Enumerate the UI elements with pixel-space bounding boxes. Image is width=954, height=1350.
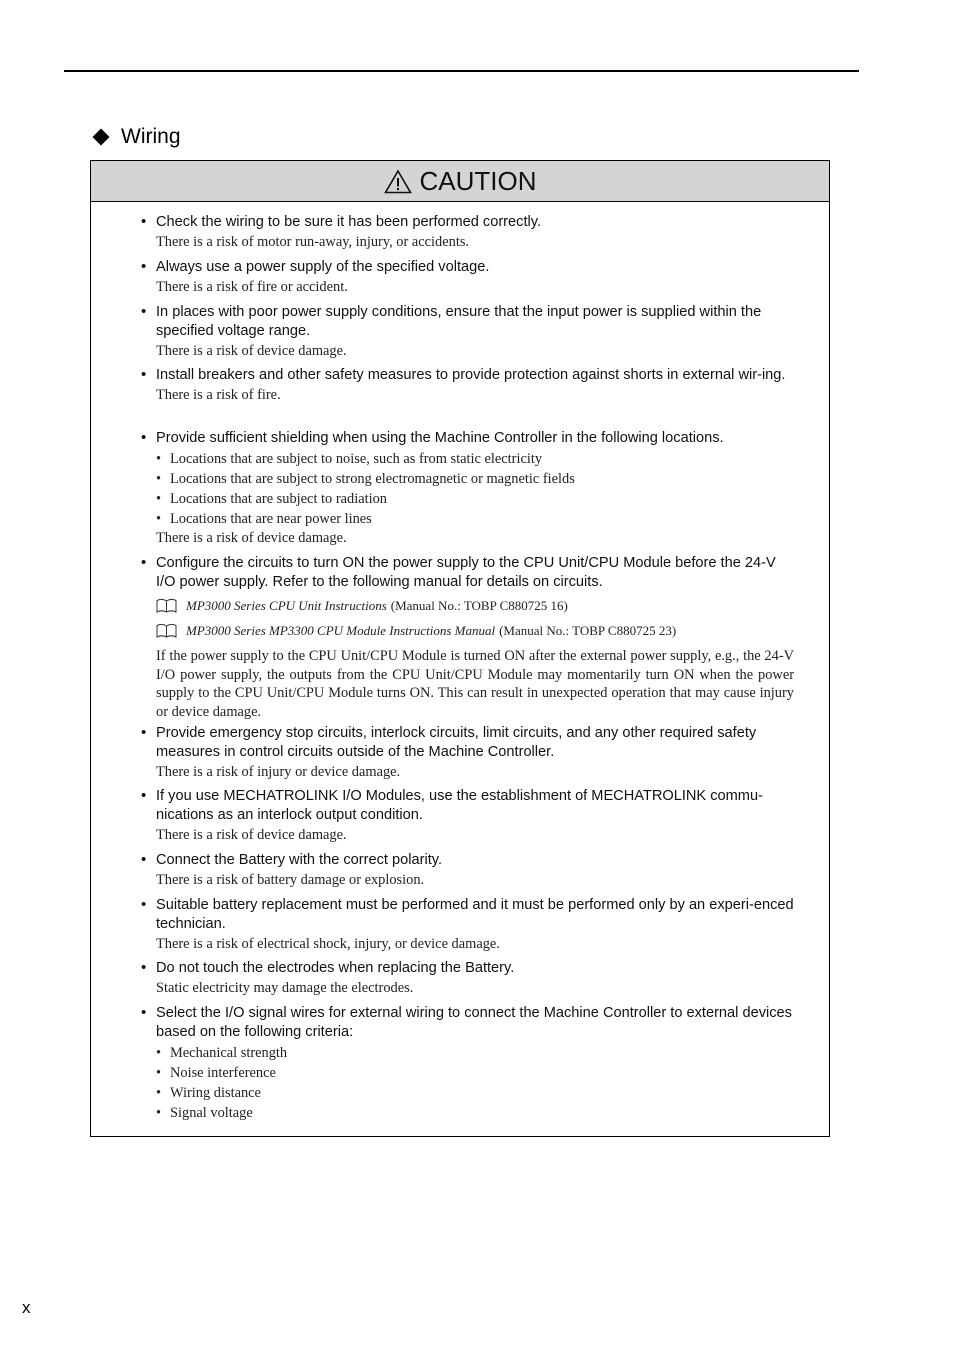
bullet: • — [141, 959, 147, 976]
item-main: Provide sufficient shielding when using the Machine Controller in the following locations. — [156, 430, 724, 446]
item-sub: There is a risk of device damage. — [156, 530, 347, 546]
item-sub: There is a risk of electrical shock, injury, or device damage. — [156, 935, 500, 952]
bullet: • — [141, 1004, 147, 1021]
caution-header — [91, 161, 829, 202]
bullet: • — [141, 896, 147, 913]
caution-item — [91, 366, 829, 405]
sublist-item: • Locations that are subject to strong electromagnetic or magnetic fields — [156, 471, 575, 487]
manual-title: MP3000 Series CPU Unit Instructions — [186, 598, 387, 613]
item-main: If you use MECHATROLINK I/O Modules, use the establishment of MECHATROLINK commu-nications as an interlock output condition. — [156, 788, 763, 823]
caution-item — [91, 1004, 829, 1123]
sublist-item: • Wiring distance — [156, 1084, 261, 1101]
caution-item — [91, 303, 829, 360]
caution-item — [91, 213, 829, 252]
sublist-item: • Mechanical strength — [156, 1044, 288, 1061]
item-sub: There is a risk of motor run-away, injury, or accidents. — [156, 234, 470, 250]
manual-reference — [156, 618, 796, 643]
book-icon — [156, 598, 177, 613]
bullet: • — [141, 724, 147, 741]
item-sub: There is a risk of device damage. — [156, 342, 347, 359]
sublist-item: • Noise interference — [156, 1064, 276, 1081]
sublist-item: • Locations that are subject to noise, such as from static electricity — [156, 451, 543, 467]
item-sub: There is a risk of injury or device damage. — [156, 763, 401, 780]
section-title: Wiring — [121, 125, 181, 148]
item-sub: Static electricity may damage the electrodes. — [156, 980, 414, 996]
bullet: • — [141, 213, 147, 230]
sublist-item: • Locations that are subject to radiation — [156, 491, 387, 507]
item-main: Do not touch the electrodes when replacing the Battery. — [156, 960, 515, 976]
top-rule — [64, 70, 859, 72]
item-sub: There is a risk of device damage. — [156, 826, 347, 843]
diamond-bullet-icon — [93, 129, 110, 146]
caution-item — [91, 429, 829, 548]
item-paragraph: If the power supply to the CPU Unit/CPU Module is turned ON after the external power supply, e.g., the 24-V I/O power supply, the outputs from the CPU Unit/CPU Module may momentarily turn ON when the power supply to the CPU Unit/CPU Module turns ON. This can result in unexpected operation that may cause injury or device damage. — [156, 648, 794, 720]
page-number: x — [22, 1298, 31, 1317]
item-sublist — [156, 449, 776, 529]
item-sub: There is a risk of fire or accident. — [156, 279, 348, 295]
bullet: • — [141, 851, 147, 868]
item-main: Suitable battery replacement must be performed and it must be performed only by an experi-enced technician. — [156, 897, 794, 932]
caution-item — [91, 787, 829, 844]
bullet: • — [141, 554, 147, 571]
caution-box — [90, 160, 830, 1137]
sublist-item: • Signal voltage — [156, 1104, 253, 1121]
item-main: Check the wiring to be sure it has been performed correctly. — [156, 214, 542, 230]
caution-item — [91, 851, 829, 890]
bullet: • — [141, 303, 147, 320]
bullet: • — [141, 258, 147, 275]
bullet: • — [141, 429, 147, 446]
item-main: Select the I/O signal wires for external wiring to connect the Machine Controller to external devices based on the following criteria: — [156, 1005, 792, 1040]
item-main: Connect the Battery with the correct polarity. — [156, 852, 443, 868]
manual-number: (Manual No.: TOBP C880725 23) — [499, 623, 677, 638]
caution-item — [91, 896, 829, 953]
caution-item — [91, 258, 829, 297]
section-heading — [92, 125, 181, 149]
item-main: Always use a power supply of the specified voltage. — [156, 259, 490, 275]
manual-number: (Manual No.: TOBP C880725 16) — [390, 598, 568, 613]
bullet: • — [141, 787, 147, 804]
caution-item — [91, 959, 829, 998]
manual-reference — [156, 593, 796, 618]
bullet: • — [141, 366, 147, 383]
item-sub: There is a risk of battery damage or explosion. — [156, 872, 425, 888]
item-main: Install breakers and other safety measures to provide protection against shorts in external wir-ing. — [156, 367, 786, 383]
item-main: Configure the circuits to turn ON the power supply to the CPU Unit/CPU Module before the 24-V I/O power supply. Refer to the following manual for details on circuits. — [156, 555, 776, 590]
item-sub: There is a risk of fire. — [156, 387, 281, 403]
caution-label: CAUTION — [419, 165, 537, 196]
book-icon — [156, 623, 177, 638]
item-main: Provide emergency stop circuits, interlock circuits, limit circuits, and any other required safety measures in control circuits outside of the Machine Controller. — [156, 725, 757, 760]
caution-item — [91, 554, 829, 721]
warning-triangle-icon — [384, 169, 412, 194]
sublist-item: • Locations that are near power lines — [156, 511, 372, 527]
item-main: In places with poor power supply conditions, ensure that the input power is supplied within the specified voltage range. — [156, 304, 762, 339]
manual-title: MP3000 Series MP3300 CPU Module Instructions Manual — [186, 623, 496, 638]
caution-item — [91, 724, 829, 781]
item-sublist — [156, 1043, 776, 1123]
